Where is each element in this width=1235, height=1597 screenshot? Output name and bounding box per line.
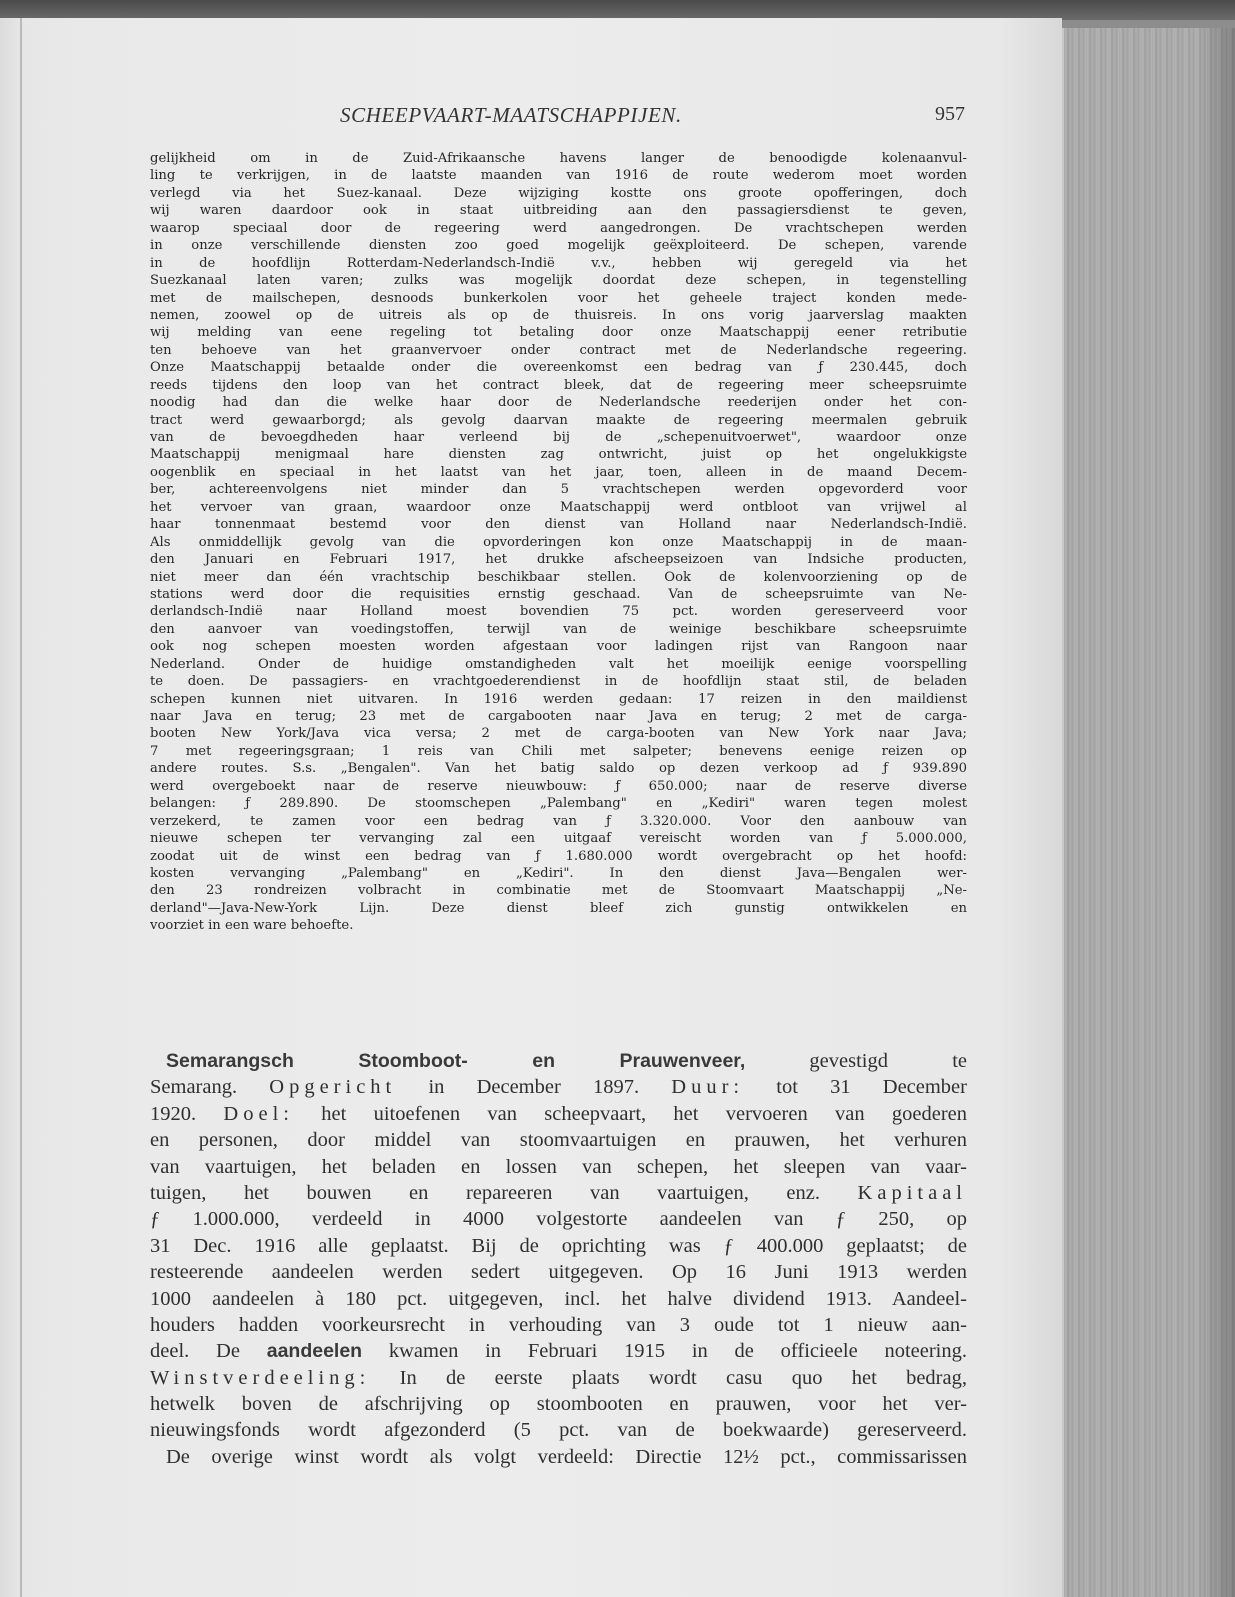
text-line: Suezkanaal laten varen; zulks was mogelijk doordat deze schepen, in tegenstelling	[150, 273, 967, 289]
entry-line: nieuwingsfonds wordt afgezonderd (5 pct. van de boekwaarde) gereserveerd.	[150, 1419, 967, 1442]
text-line: in de hoofdlijn Rotterdam-Nederlandsch-Indië v.v., hebben wij geregeld via het	[150, 255, 967, 271]
keyword-aandeelen: aandeelen	[266, 1340, 363, 1363]
entry-line: 1000 aandeelen à 180 pct. uitgegeven, incl. het halve dividend 1913. Aandeel-	[150, 1287, 967, 1310]
text-line: naar Java en terug; 23 met de cargabooten naar Java en terug; 2 met de carga-	[150, 709, 967, 724]
text-line: Maatschappij menigmaal hare diensten zag ontwricht, juist op het ongelukkigste	[150, 447, 967, 463]
entry-line: van vaartuigen, het beladen en lossen van schepen, het sleepen van vaar-	[150, 1155, 967, 1178]
text-line: ook nog schepen moesten worden afgestaan voor ladingen rijst van Rangoon naar	[150, 639, 967, 655]
text-line: kosten vervanging „Palembang" en „Kediri". In den dienst Java—Bengalen wer-	[150, 865, 967, 881]
page-number: 957	[935, 103, 965, 125]
text-line: schepen kunnen niet uitvaren. In 1916 werden gedaan: 17 reizen in den maildienst	[150, 691, 967, 707]
label-duur: Duur:	[671, 1076, 745, 1099]
text-line: ber, achtereenvolgens niet minder dan 5 vrachtschepen werden opgevorderd voor	[150, 482, 967, 498]
text-line: gelijkheid om in de Zuid-Afrikaansche havens langer de benoodigde kolenaanvul-	[150, 151, 967, 166]
text-line: derlandsch-Indië naar Holland moest bovendien 75 pct. worden gereserveerd voor	[150, 604, 967, 620]
label-kapitaal: Kapitaal	[857, 1181, 967, 1204]
entry-line: Semarang. Opgericht in December 1897. Duur: tot 31 December	[150, 1076, 967, 1099]
company-entry	[150, 1048, 967, 1470]
entry-line: tuigen, het bouwen en repareeren van vaartuigen, enz. Kapitaal	[150, 1181, 967, 1204]
text-line: nieuwe schepen ter vervanging zal een uitgaaf vereischt worden van ƒ 5.000.000,	[150, 831, 967, 847]
text-line: wij melding van eene regeling tot betaling door onze Maatschappij eener retributie	[150, 325, 967, 341]
text-line: noodig had dan die welke haar door de Nederlandsche reederijen onder het con-	[150, 395, 967, 411]
text-line: nemen, zoowel op de uitreis als op de thuisreis. In ons vorig jaarverslag maakten	[150, 307, 967, 323]
text-line: zoodat uit de winst een bedrag van ƒ 1.680.000 wordt overgebracht op het hoofd:	[150, 848, 967, 864]
running-title: SCHEEPVAART-MAATSCHAPPIJEN.	[340, 103, 682, 127]
scan-top-shadow	[0, 0, 1235, 20]
text-line: te doen. De passagiers- en vrachtgoederendienst in de hoofdlijn staat stil, de beladen	[150, 674, 967, 690]
text-line: den Januari en Februari 1917, het drukke afscheepseizoen van Indsiche producten,	[150, 552, 967, 568]
entry-line: 1920. Doel: het uitoefenen van scheepvaart, het vervoeren van goederen	[150, 1102, 967, 1125]
text-line: werd overgeboekt naar de reserve nieuwbouw: ƒ 650.000; naar de reserve diverse	[150, 778, 967, 794]
text-line: wij waren daardoor ook in staat uitbreiding aan den passagiersdienst te geven,	[150, 203, 967, 219]
text-line: met de mailschepen, desnoods bunkerkolen voor het geheele traject konden mede-	[150, 290, 967, 306]
text-line: 7 met regeeringsgraan; 1 reis van Chili met salpeter; benevens eenige reizen op	[150, 743, 967, 759]
text-line: waarop speciaal door de regeering werd aangedrongen. De vrachtschepen werden	[150, 220, 967, 236]
text-line: belangen: ƒ 289.890. De stoomschepen „Palembang" en „Kediri" waren tegen molest	[150, 796, 967, 812]
text-line: haar tonnenmaat bestemd voor den dienst van Holland naar Nederlandsch-Indië.	[150, 517, 967, 533]
text-line: oogenblik en speciaal in het laatst van het jaar, toen, alleen in de maand Decem-	[150, 464, 967, 480]
text-line: ling te verkrijgen, in de laatste maanden van 1916 de route wederom moet worden	[150, 168, 967, 184]
small-print-text-block	[150, 150, 967, 935]
text-line: den 23 rondreizen volbracht in combinatie met de Stoomvaart Maatschappij „Ne-	[150, 883, 967, 899]
text-line: tract werd gewaarborgd; als gevolg daarvan maakte de regeering meermalen gebruik	[150, 412, 967, 428]
text-line: Nederland. Onder de huidige omstandigheden valt het moeilijk eenige voorspelling	[150, 656, 967, 672]
text-line: in onze verschillende diensten zoo goed mogelijk geëxploiteerd. De schepen, varende	[150, 238, 967, 254]
entry-line: Semarangsch Stoomboot- en Prauwenveer, gevestigd te	[166, 1050, 967, 1072]
text-line: derland"—Java-New-York Lijn. Deze dienst bleef zich gunstig ontwikkelen en	[150, 900, 967, 916]
entry-line: en personen, door middel van stoomvaartuigen en prauwen, het verhuren	[150, 1129, 967, 1152]
entry-line: resteerende aandeelen werden sedert uitgegeven. Op 16 Juni 1913 werden	[150, 1261, 967, 1284]
text-line: den aanvoer van voedingstoffen, terwijl van de weinige beschikbare scheepsruimte	[150, 621, 967, 637]
text-line: Als onmiddellijk gevolg van die opvorderingen kon onze Maatschappij in de maan-	[150, 534, 967, 550]
entry-line: Winstverdeeling: In de eerste plaats wordt casu quo het bedrag,	[150, 1366, 967, 1389]
text-line: het vervoer van graan, waardoor onze Maatschappij werd ontbloot van vrijwel al	[150, 499, 967, 515]
company-name: Semarangsch Stoomboot- en Prauwenveer,	[166, 1050, 746, 1072]
text-line: verzekerd, te zamen voor een bedrag van ƒ 3.320.000. Voor den aanbouw van	[150, 813, 967, 829]
text-line: andere routes. S.s. „Bengalen". Van het batig saldo op dezen verkoop ad ƒ 939.890	[150, 761, 967, 777]
text-line: voorziet in een ware behoefte.	[150, 918, 354, 934]
text-line: booten New York/Java vica versa; 2 met de carga-booten van New York naar Java;	[150, 726, 967, 742]
entry-line: 31 Dec. 1916 alle geplaatst. Bij de oprichting was ƒ 400.000 geplaatst; de	[150, 1234, 967, 1257]
text-line: niet meer dan één vrachtschip beschikbaar stellen. Ook de kolenvoorziening op de	[150, 569, 967, 585]
entry-line: houders hadden voorkeursrecht in verhouding van 3 oude tot 1 nieuw aan-	[150, 1313, 967, 1336]
entry-line: hetwelk boven de afschrijving op stoombooten en prauwen, voor het ver-	[150, 1393, 967, 1416]
text-line: reeds tijdens den loop van het contract bleek, dat de regeering meer scheepsruimte	[150, 377, 967, 393]
text-line: verlegd via het Suez-kanaal. Deze wijziging kostte ons groote opofferingen, doch	[150, 185, 967, 201]
text-line: ten behoeve van het graanvervoer onder contract met de Nederlandsche regeering.	[150, 342, 967, 358]
entry-line: deel. De aandeelen kwamen in Februari 1915 in de officieele noteering.	[150, 1340, 967, 1363]
entry-line: ƒ 1.000.000, verdeeld in 4000 volgestorte aandeelen van ƒ 250, op	[150, 1208, 967, 1231]
page-fold-line	[20, 18, 22, 1597]
text-line: Onze Maatschappij betaalde onder die overeenkomst een bedrag van ƒ 230.445, doch	[150, 360, 967, 376]
book-page-edges	[1062, 28, 1235, 1597]
label-winstverdeeling: Winstverdeeling:	[150, 1366, 371, 1389]
label-opgericht: Opgericht	[269, 1076, 397, 1099]
label-doel: Doel:	[223, 1102, 294, 1125]
entry-line: De overige winst wordt als volgt verdeeld: Directie 12½ pct., commissarissen	[166, 1445, 967, 1468]
text-line: stations werd door die requisities ernstig geschaad. Van de scheepsruimte van Ne-	[150, 586, 967, 602]
text-line: van de bevoegdheden haar verleend bij de „schepenuitvoerwet", waardoor onze	[150, 430, 967, 445]
